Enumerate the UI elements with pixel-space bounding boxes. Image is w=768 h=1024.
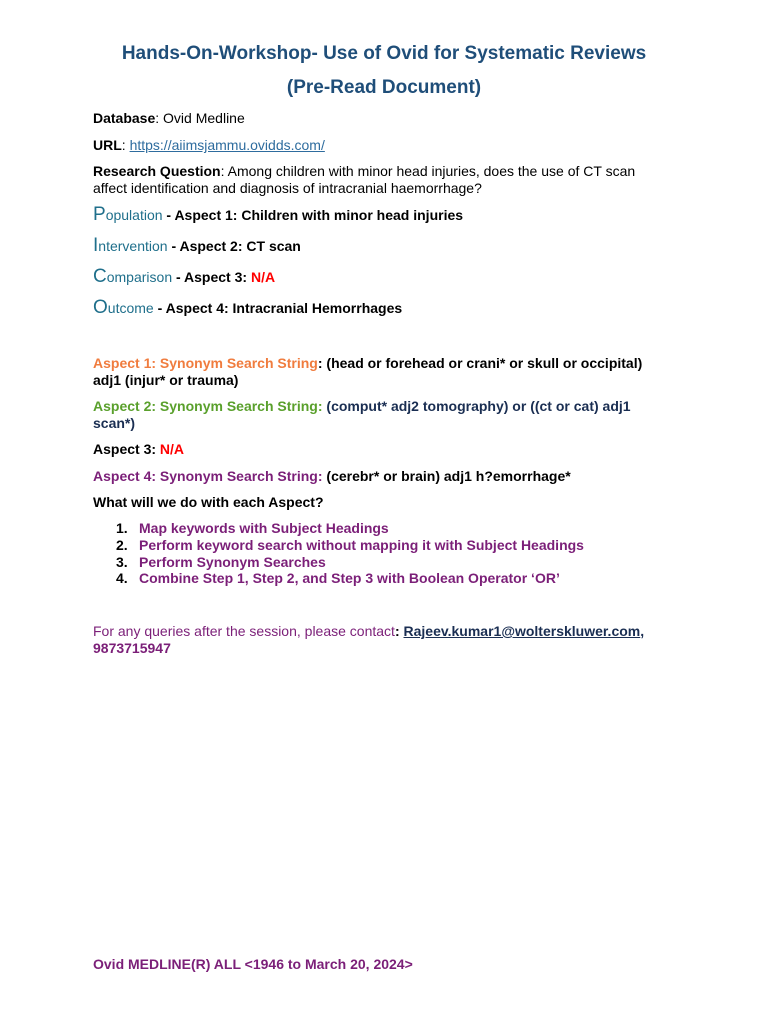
- contact-text: For any queries after the session, please contact: [93, 623, 395, 639]
- aspect-1-value: (head or forehead or crani* or skull or occipital) adj1 (injur* or trauma): [93, 355, 643, 388]
- aspect-1-string: [93, 355, 663, 389]
- list-item: [93, 570, 693, 587]
- url-line: URL: https://aiimsjammu.ovidds.com/: [93, 137, 325, 153]
- aspect-3-string: [93, 441, 673, 458]
- list-text: Perform keyword search without mapping it with Subject Headings: [139, 537, 584, 553]
- list-number: 1.: [116, 520, 128, 536]
- pico-outcome-aspect: - Aspect 4: Intracranial Hemorrhages: [153, 300, 403, 316]
- database-label: Database: [93, 110, 156, 126]
- research-question: Research Question: Among children with minor head injuries, does the use of CT scan affect identification and diagnosis of intracranial haemorrhage?: [93, 163, 636, 196]
- pico-comparison-na: N/A: [250, 269, 276, 285]
- database-value: Ovid Medline: [163, 110, 245, 126]
- contact-email-link[interactable]: Rajeev.kumar1@wolterskluwer.com: [403, 623, 641, 639]
- pico-intervention: [93, 237, 673, 255]
- aspect-3-value: N/A: [159, 441, 185, 457]
- pico-intervention-aspect: - Aspect 2: CT scan: [167, 238, 301, 254]
- contact-comma: ,: [640, 623, 645, 639]
- pico-comparison-cap: C: [93, 266, 107, 287]
- pico-population-word: opulation: [105, 207, 163, 223]
- pico-comparison-aspect: - Aspect 3:: [172, 269, 251, 285]
- aspect-1-label: Aspect 1: Synonym Search String: [93, 355, 318, 371]
- research-question-text: Among children with minor head injuries, does the use of CT scan affect identification and diagnosis of intracranial haemorrhage?: [93, 163, 636, 196]
- list-item: [93, 554, 693, 571]
- aspect-4-string: [93, 468, 673, 485]
- url-link[interactable]: https://aiimsjammu.ovidds.com/: [129, 137, 325, 153]
- aspect-3-label: Aspect 3:: [93, 441, 160, 457]
- list-text: Combine Step 1, Step 2, and Step 3 with Boolean Operator ‘OR’: [139, 570, 560, 586]
- list-number: 2.: [116, 537, 128, 553]
- database-line: Database: Ovid Medline: [93, 110, 245, 126]
- pico-intervention-word: ntervention: [98, 238, 168, 254]
- aspect-1-colon: :: [317, 355, 327, 371]
- list-item: [93, 520, 693, 537]
- contact-phone: 9873715947: [93, 640, 171, 656]
- list-number: 3.: [116, 554, 128, 570]
- aspect-4-value: (cerebr* or brain) adj1 h?emorrhage*: [326, 468, 571, 484]
- document-subtitle: (Pre-Read Document): [286, 77, 482, 98]
- pico-population-cap: P: [93, 204, 106, 225]
- pico-outcome-word: utcome: [107, 300, 154, 316]
- pico-population-aspect: - Aspect 1: Children with minor head injuries: [162, 207, 464, 223]
- pico-outcome-cap: O: [93, 297, 108, 318]
- aspect-2-string: [93, 398, 653, 432]
- footer-database-range: Ovid MEDLINE(R) ALL <1946 to March 20, 2024>: [93, 956, 413, 972]
- contact-line: [93, 623, 673, 657]
- pico-population: [93, 206, 673, 224]
- document-title: Hands-On-Workshop- Use of Ovid for Systematic Reviews: [121, 43, 647, 64]
- list-text: Map keywords with Subject Headings: [139, 520, 389, 536]
- list-item: [93, 537, 693, 554]
- contact-colon: :: [394, 623, 404, 639]
- url-label: URL: [93, 137, 122, 153]
- pico-comparison-word: omparison: [106, 269, 173, 285]
- what-heading: What will we do with each Aspect?: [93, 494, 324, 510]
- list-number: 4.: [116, 570, 128, 586]
- aspect-4-label: Aspect 4: Synonym Search String:: [93, 468, 327, 484]
- pico-comparison: [93, 268, 673, 286]
- pico-intervention-cap: I: [93, 235, 99, 256]
- research-question-label: Research Question: [93, 163, 221, 179]
- pico-outcome: [93, 299, 673, 317]
- aspect-2-value: (comput* adj2 tomography) or ((ct or cat) adj1 scan*): [93, 398, 631, 431]
- aspect-2-label: Aspect 2: Synonym Search String:: [93, 398, 327, 414]
- list-text: Perform Synonym Searches: [139, 554, 326, 570]
